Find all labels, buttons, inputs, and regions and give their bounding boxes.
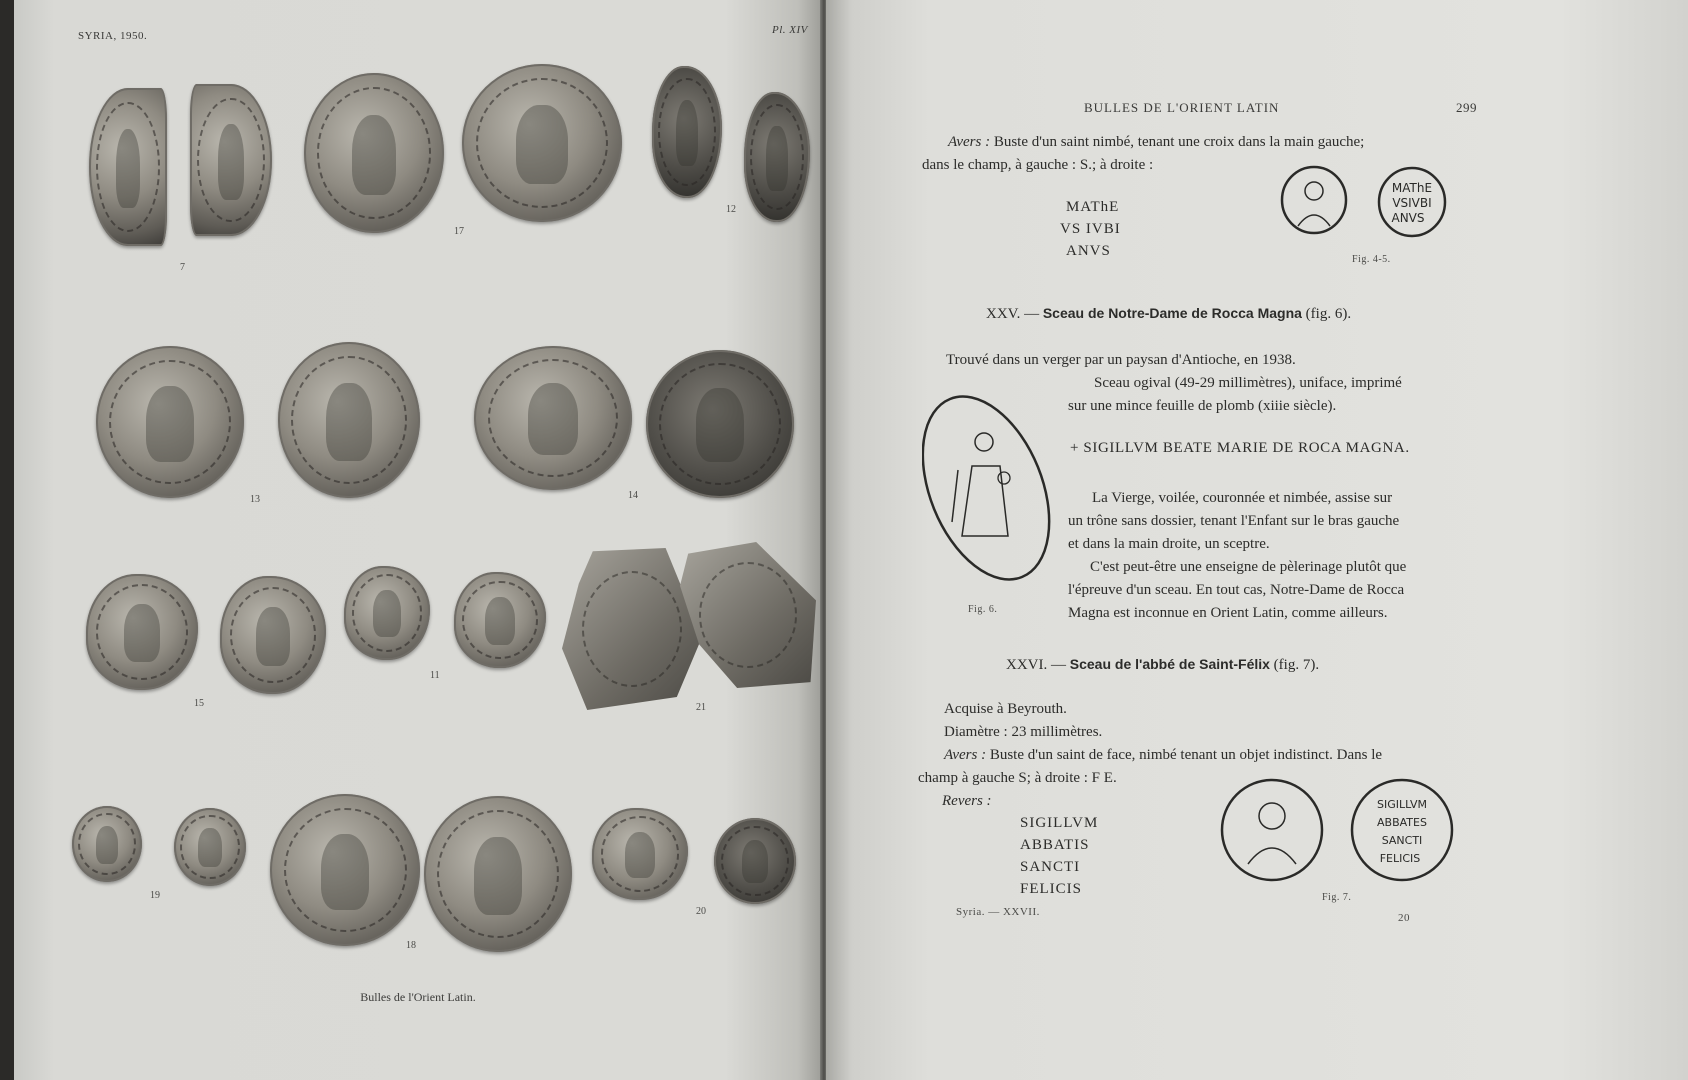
seal-11-reverse-image	[454, 572, 546, 668]
seal-18-obverse-image	[270, 794, 420, 946]
avers-2-paragraph	[944, 744, 1382, 766]
section-xxv-title: Sceau de Notre-Dame de Rocca Magna	[1042, 305, 1302, 321]
section-xxv-numeral: XXV. —	[986, 306, 1040, 322]
fig-6-caption: Fig. 6.	[968, 604, 998, 615]
legend-line: SIGILLVM	[1020, 815, 1099, 831]
seal-number-7: 7	[180, 262, 185, 273]
section-xxvi-ref: (fig. 7).	[1273, 657, 1320, 673]
plate-page	[14, 0, 822, 1080]
seal-21-fragment-b-image	[680, 542, 816, 688]
seal-number-12: 12	[726, 204, 736, 215]
section-xxvi-numeral: XXVI. —	[1006, 657, 1066, 673]
legend-sigillvm	[1020, 812, 1098, 900]
seal-number-19: 19	[150, 890, 160, 901]
legend-line: MAThE	[1066, 199, 1120, 215]
seal-21-fragment-a-image	[562, 548, 702, 710]
running-head-left: SYRIA, 1950.	[78, 30, 148, 42]
acquise-text: Acquise à Beyrouth.	[944, 701, 1067, 717]
seal-number-17: 17	[454, 226, 464, 237]
avers-2-line-1: Buste d'un saint de face, nimbé tenant un objet indistinct. Dans le	[989, 747, 1383, 763]
avers-line-2: dans le champ, à gauche : S.; à droite :	[922, 157, 1154, 173]
seal-inscription: + SIGILLVM BEATE MARIE DE ROCA MAGNA.	[1070, 440, 1410, 456]
fig-4-5-text-3: ANVS	[1391, 211, 1425, 225]
seal-11-obverse-image	[344, 566, 430, 660]
avers-2-label: Avers :	[944, 747, 987, 763]
seal-number-14: 14	[628, 490, 638, 501]
avers-label: Avers :	[948, 134, 991, 150]
seal-description-1: Sceau ogival (49-29 millimètres), uniface, imprimé	[1094, 375, 1402, 391]
avers-paragraph	[948, 131, 1364, 153]
seal-18-reverse-image	[424, 796, 572, 952]
legend-line: SANCTI	[1020, 859, 1081, 875]
seal-description-2: sur une mince feuille de plomb (xiiie siècle).	[1068, 398, 1337, 414]
fig-4-5-text-2: VSIVBI	[1392, 196, 1432, 210]
seal-15-image	[86, 574, 198, 690]
seal-number-13: 13	[250, 494, 260, 505]
section-xxvi-title: Sceau de l'abbé de Saint-Félix	[1069, 656, 1270, 672]
seal-number-18: 18	[406, 940, 416, 951]
seal-17-reverse-image	[462, 64, 622, 222]
section-xxvi-heading	[1006, 656, 1319, 674]
found-text: Trouvé dans un verger par un paysan d'Antioche, en 1938.	[946, 352, 1296, 368]
legend-line: FELICIS	[1020, 881, 1083, 897]
revers-label: Revers :	[942, 793, 992, 809]
seal-20-reverse-image	[714, 818, 796, 904]
plate-label: Pl. XIV	[772, 24, 808, 36]
fig-7-text-3: SANCTI	[1381, 834, 1423, 847]
fig-6-seal-drawing	[922, 386, 1062, 594]
diametre-text: Diamètre : 23 millimètres.	[944, 724, 1103, 740]
seal-14-reverse-image	[646, 350, 794, 498]
section-xxv-ref: (fig. 6).	[1305, 306, 1352, 322]
vierge-line-3: et dans la main droite, un sceptre.	[1068, 536, 1270, 552]
vierge-line-4: C'est peut-être une enseigne de pèlerinage plutôt que	[1090, 559, 1407, 575]
seal-number-15: 15	[194, 698, 204, 709]
seal-7-obverse-image	[89, 88, 167, 246]
footer-number: 20	[1398, 912, 1410, 924]
footer-signature: Syria. — XXVII.	[956, 906, 1040, 918]
vierge-line-5: l'épreuve d'un sceau. En tout cas, Notre-Dame de Rocca	[1068, 582, 1405, 598]
running-head-right: BULLES DE L'ORIENT LATIN	[1084, 100, 1280, 115]
text-page	[826, 0, 1688, 1080]
fig-7-text-4: FELICIS	[1379, 852, 1421, 865]
page-number: 299	[1456, 100, 1477, 115]
avers-line-1: Buste d'un saint nimbé, tenant une croix dans la main gauche;	[993, 134, 1365, 150]
seal-13-reverse-image	[278, 342, 420, 498]
legend-line: VS IVBI	[1060, 221, 1121, 237]
fig-4-5-caption: Fig. 4-5.	[1352, 254, 1391, 265]
seal-20-obverse-image	[592, 808, 688, 900]
seal-12-reverse-image	[744, 92, 810, 222]
legend-line: ANVS	[1066, 243, 1111, 259]
seal-17-image	[304, 73, 444, 233]
seal-14-obverse-image	[474, 346, 632, 490]
vierge-line-6: Magna est inconnue en Orient Latin, comme ailleurs.	[1068, 605, 1388, 621]
legend-mathe	[1060, 196, 1121, 262]
seal-12-obverse-image	[652, 66, 722, 198]
plate-caption: Bulles de l'Orient Latin.	[360, 990, 476, 1004]
fig-7-drawing	[1220, 776, 1470, 888]
seal-number-20: 20	[696, 906, 706, 917]
fig-7-text-2: ABBATES	[1377, 816, 1427, 829]
seal-15-reverse-image	[220, 576, 326, 694]
vierge-line-1: La Vierge, voilée, couronnée et nimbée, assise sur	[1092, 490, 1393, 506]
fig-4-5-drawing	[1280, 164, 1470, 250]
seal-number-21: 21	[696, 702, 706, 713]
fig-4-5-text-1: MAThE	[1391, 181, 1433, 195]
section-xxv-heading	[986, 305, 1351, 323]
seal-7-reverse-image	[190, 84, 272, 236]
fig-7-caption: Fig. 7.	[1322, 892, 1352, 903]
seal-19-obverse-image	[72, 806, 142, 882]
seal-number-11: 11	[430, 670, 440, 681]
fig-7-text-1: SIGILLVM	[1376, 798, 1428, 811]
avers-2-line-2: champ à gauche S; à droite : F E.	[918, 770, 1117, 786]
vierge-line-2: un trône sans dossier, tenant l'Enfant sur le bras gauche	[1068, 513, 1400, 529]
seal-13-obverse-image	[96, 346, 244, 498]
legend-line: ABBATIS	[1020, 837, 1090, 853]
seal-19-reverse-image	[174, 808, 246, 886]
